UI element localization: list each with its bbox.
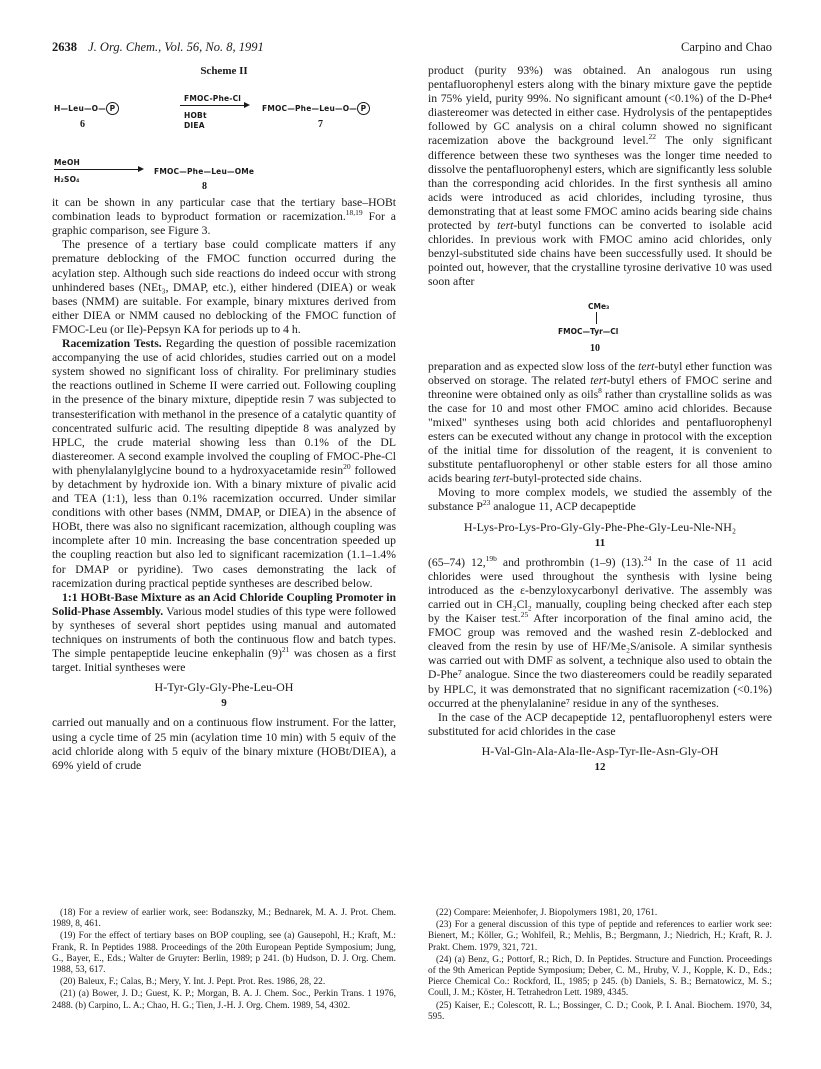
right-column <box>428 64 772 780</box>
footnotes-left <box>52 908 396 1013</box>
paragraph: carried out manually and on a continuous flow instrument. For the latter, using a cycle time of 25 min (acylation time 10 min) with 5 equiv of the acid chloride along with 5 equiv of the binary mixture (HOBt/DIEA), a 69% yield of crude <box>52 716 396 772</box>
footnote: (23) For a general discussion of this type of peptide and references to earlier work see: Bienert, M.; Köller, G.; Wohlfeil, R.; Mehlis, B.; Bergmann, J.; Niedrich, H.; Kraft, R. J. Prakt. Chem. 1979, 321, 721. <box>428 920 772 953</box>
page-number: 2638 <box>52 40 77 54</box>
footnote: (18) For a review of earlier work, see: Bodanszky, M.; Bednarek, M. A. J. Prot. Chem. 1989, 8, 461. <box>52 908 396 930</box>
header-left <box>52 40 264 55</box>
scheme-reactant: H—Leu—O— P <box>54 102 119 116</box>
formula-9: H-Tyr-Gly-Gly-Phe-Leu-OH <box>154 680 294 695</box>
paragraph: preparation and as expected slow loss of the tert-butyl ether function was observed on storage. The related tert-butyl ethers of FMOC serine and threonine were obtained only as oils$^8$ rather than crystalline solids as was the case for 10 and most other FMOC amino acid chlorides. Because "mixed" syntheses using both acid chlorides and pentafluorophenyl esters can be executed without any change in protocol with the exception of the initial time for dissolution of the reagent, it is convenient to substitute pentafluorophenyl or other stable esters for all those amino acids bearing tert-butyl-protected side chains. <box>428 359 773 486</box>
resin-symbol: P <box>106 102 119 115</box>
reagent-h2so4: H₂SO₄ <box>54 175 80 185</box>
paragraph: product (purity 93%) was obtained. An analogous run using pentafluorophenyl esters along with the binary mixture gave the peptide in 75% yield, purity 99%. No significant amount (<0.1%) of the D-Phe⁴ diastereomer was detected in either case. Hydrolysis of the pentapeptides followed by GC analysis on a chiral column showed no significant racemization above the background level.$^{22}$ The only significant difference between these two syntheses was the longer time needed to dissolve the pentafluorophenyl esters, which are significantly less soluble than the corresponding acid chlorides. In the first synthesis all amino acids were introduced as acid chlorides, including tyrosine, thus demonstrating that at least some FMOC amino acids bearing side chains protected by tert-butyl functions can be converted to isolable acid chlorides. In previous work with FMOC amino acid chlorides, only benzyl-substituted side chains have been successfully used. It should be pointed out, however, that the crystalline tyrosine derivative 10 was used soon after <box>428 64 772 289</box>
structure-substituent: CMe₃ <box>588 301 610 311</box>
footnote: (24) (a) Benz, G.; Pottorf, R.; Rich, D. In Peptides. Structure and Function. Proceedings of the 9th American Peptide Symposium; Deber, C. M., Hruby, V. J., Kopple, K. D., Eds.; Pierce Chemical Co.: Rockford, IL, 1985; p 245. (b) Daniels, S. B.; Bernatowicz, M. S.; Coull, J. M.; Köster, H. Tetrahedron Lett. 1989, 4345. <box>428 954 772 999</box>
structure-main: FMOC—Tyr—Cl <box>558 326 619 336</box>
scheme-product-7: FMOC—Phe—Leu—O— P <box>262 102 370 116</box>
reagent-diea: DIEA <box>184 121 205 131</box>
formula-number: 9 <box>221 697 227 710</box>
formula-number: 12 <box>594 761 606 774</box>
reagent-meoh: MeOH <box>54 158 81 168</box>
paragraph: In the case of the ACP decapeptide 12, pentafluorophenyl esters were substituted for acid chlorides in the case <box>428 710 772 738</box>
section-heading: Racemization Tests. <box>62 337 162 351</box>
resin-symbol: P <box>357 102 370 115</box>
scheme-title: Scheme II <box>200 65 248 77</box>
footnote: (20) Baleux, F.; Calas, B.; Mery, Y. Int. J. Pept. Prot. Res. 1986, 28, 22. <box>60 977 326 988</box>
scheme-product-8: FMOC—Phe—Leu—OMe <box>154 167 255 177</box>
paragraph: (65–74) 12,$^{19b}$ and prothrombin (1–9) (13).$^{24}$ In the case of 11 acid chlorides were used throughout the synthesis with lysine being introduced as the ε-benzyloxycarbonyl derivative. The assembly was carried out in CH₂Cl₂ manually, coupling being checked after each step by the Kaiser test.$^{25}$ After incorporation of the final amino acid, the FMOC group was removed and the washed resin Z-deblocked and cleaved from the resin by use of HF/Me₂S/anisole. A similar synthesis was carried out with DMF as solvent, a technique also used to obtain the D-Phe⁷ analogue. Since the two diastereomers could be readily separated by HPLC, it was demonstrated that no significant racemization (<0.1%) occurred at the phenylalanine⁷ residue in any of the syntheses. <box>428 553 772 710</box>
section-heading: 1:1 HOBt-Base Mixture as an Acid Chloride Coupling Promoter in Solid-Phase Assembly. <box>52 590 396 618</box>
paragraph: it can be shown in any particular case that the tertiary base–HOBt combination leads to byproduct formation or racemization.$^{18,19}$ For a graphic comparison, see Figure 3. <box>52 196 396 238</box>
formula-number: 11 <box>594 536 606 549</box>
reaction-arrow-1 <box>180 105 248 106</box>
footnote: (25) Kaiser, E.; Colescott, R. L.; Bossinger, C. D.; Cook, P. I. Anal. Biochem. 1970, 34, 595. <box>428 1000 772 1022</box>
reaction-arrow-2 <box>54 169 142 170</box>
compound-number-6: 6 <box>80 119 86 131</box>
structure-10 <box>428 290 772 360</box>
compound-number-7: 7 <box>318 119 324 131</box>
left-column <box>52 64 396 773</box>
footnote: (22) Compare: Meienhofer, J. Biopolymers 1981, 20, 1761. <box>436 908 658 918</box>
structure-bond <box>596 312 597 324</box>
reagent-hobt: HOBt <box>184 111 207 121</box>
footnote: (19) For the effect of tertiary bases on BOP coupling, see (a) Gausepohl, H.; Kraft, M.: Frank, R. In Peptides 1988. Proceedings of the 20th European Peptide Symposium; Jung, G., Bayer, E., Eds.; Walter de Gruyter: Berlin, 1989; p 241. (b) Hudson, D. J. Org. Chem. 1988, 53, 617. <box>52 931 396 976</box>
reagent-fmoc-phe-cl: FMOC-Phe-Cl <box>184 94 242 104</box>
scheme-ii-diagram <box>52 80 396 196</box>
compound-number-10: 10 <box>590 342 600 354</box>
journal-citation: J. Org. Chem., Vol. 56, No. 8, 1991 <box>88 40 264 54</box>
compound-number-8: 8 <box>202 181 208 193</box>
footnote: (21) (a) Bower, J. D.; Guest, K. P.; Morgan, B. A. J. Chem. Soc., Perkin Trans. 1 1976, 2488. (b) Carpino, L. A.; Chao, H. G.; Tien, J.-H. J. Org. Chem. 1989, 54, 4302. <box>52 989 396 1011</box>
footnotes-right <box>428 908 772 1024</box>
paragraph: Moving to more complex models, we studied the assembly of the substance $P^{23}$ analogue 11, ACP decapeptide <box>428 486 772 514</box>
formula-11: H-Lys-Pro-Lys-Pro-Gly-Gly-Phe-Phe-Gly-Leu-Nle-NH₂ <box>463 519 737 534</box>
running-header <box>52 40 772 58</box>
formula-12: H-Val-Gln-Ala-Ala-Ile-Asp-Tyr-Ile-Asn-Gly-OH <box>481 743 719 758</box>
paragraph-hobt-base-mixture: 1:1 HOBt-Base Mixture as an Acid Chloride Coupling Promoter in Solid-Phase Assembly. Various model studies of this type were followed by syntheses of several short peptides using manual and automated techniques on instruments of both the continuous flow and batch types. The simple pentapeptide leucine enkephalin $(9)^{21}$ was chosen as a first target. Initial syntheses were <box>52 590 397 675</box>
paragraph: The presence of a tertiary base could complicate matters if any premature deblocking of the FMOC function occurred during the acylation step. Although such side reactions do indeed occur with strong unhindered bases (NEt₃, DMAP, etc.), either hindered (DIEA) or weak bases (NMM) are suitable. For example, binary mixtures derived from either DIEA or NMM caused no deblocking of the FMOC function of FMOC-Leu (or Ile)-Pepsyn KA for periods up to 4 h. <box>52 238 396 336</box>
paragraph-racemization-tests: Racemization Tests. Regarding the question of possible racemization accompanying the use of acid chlorides, studies carried out on a model system showed no significant loss of chirality. For preliminary studies the reactions outlined in Scheme II were carried out. Following coupling in the presence of the binary mixture, dipeptide resin 7 was subjected to transesterification with methanol in the presence of a catalytic quantity of concentrated sulfuric acid. The resulting dipeptide 8 was analyzed by HPLC, the crude material showing less than 0.1% of the DL diastereomer. A second example involved the coupling of FMOC-Phe-Cl with phenylalanylglycine bound to a hydroxyacetamide resin$^{20}$ followed by detachment by hydroxide ion. With a binary mixture of pivalic acid and TEA (1:1), less than 0.1% racemization occurred. Under similar conditions with other bases (NMM, DMAP, or DIEA) in the absence of HOBt, there was also no significant racemization, although coupling was incomplete after 10 min. Increasing the base concentration speeded up the coupling reaction but also led to significant racemization (1.1–1.4% for DMAP or pyridine). Two cases demonstrating the lack of racemization during practical peptide syntheses are described below. <box>52 337 397 590</box>
header-authors: Carpino and Chao <box>681 40 772 54</box>
